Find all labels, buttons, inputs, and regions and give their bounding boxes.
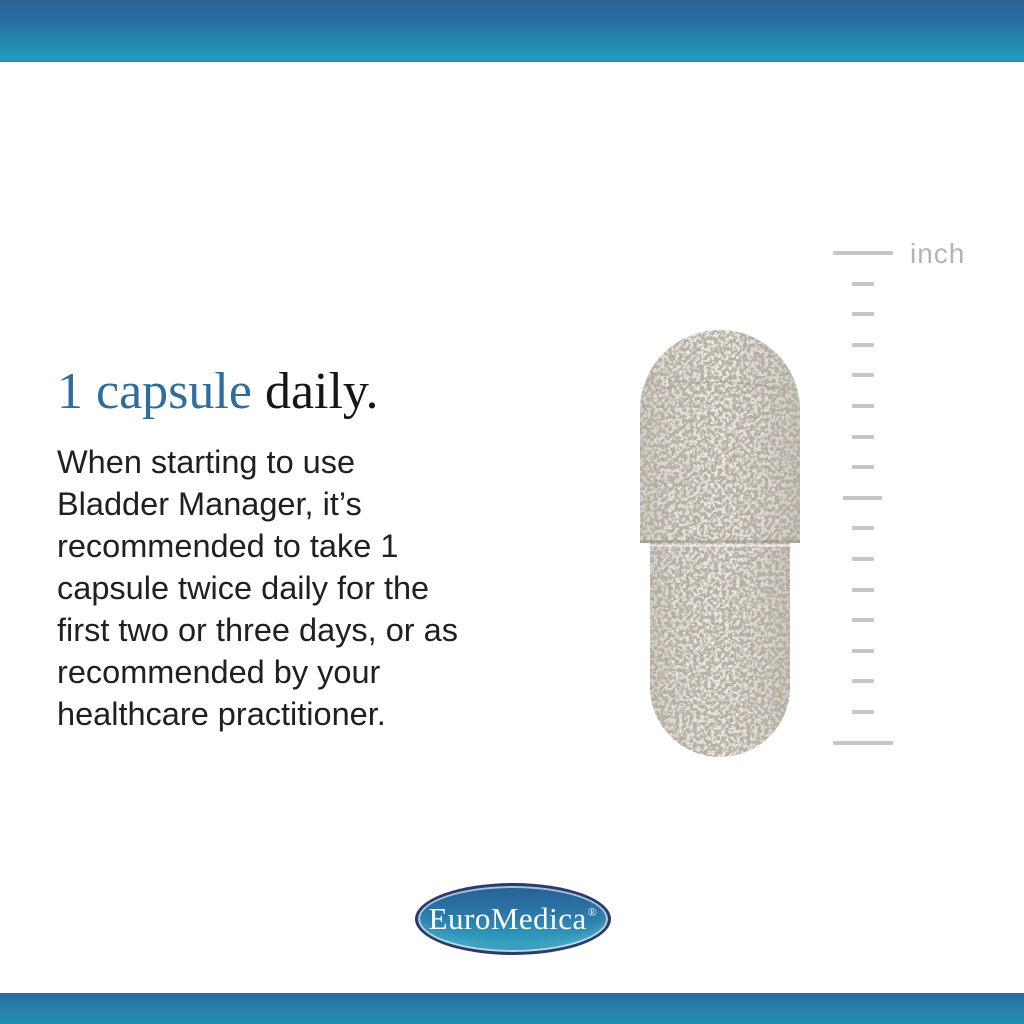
top-gradient-bar (0, 0, 1024, 62)
headline (57, 365, 379, 420)
capsule-svg (640, 330, 800, 757)
ruler-tick (852, 526, 874, 530)
ruler-tick (852, 649, 874, 653)
headline-rest: daily. (251, 363, 379, 420)
body-line: When starting to use (57, 444, 356, 480)
ruler-tick (833, 741, 893, 745)
ruler-tick (833, 251, 893, 255)
ruler-tick (852, 710, 874, 714)
ruler-tick (843, 496, 882, 500)
headline-highlight: 1 capsule (57, 363, 252, 420)
brand-name: EuroMedica (428, 901, 587, 936)
body-line: recommended by your (57, 654, 381, 690)
ruler-tick (852, 435, 874, 439)
brand-logo (415, 883, 611, 955)
ruler-tick (852, 679, 874, 683)
bottom-gradient-bar (0, 993, 1024, 1024)
ruler-unit-label: inch (910, 238, 966, 269)
body-line: capsule twice daily for the (57, 570, 430, 606)
body-line: recommended to take 1 (57, 528, 399, 564)
ruler-ticks (833, 251, 893, 747)
ruler-tick (852, 343, 874, 347)
body-line: healthcare practitioner. (57, 696, 386, 732)
body-line: first two or three days, or as (57, 612, 458, 648)
brand-logo-text (429, 901, 598, 937)
ruler-tick (852, 588, 874, 592)
ruler-tick (852, 465, 874, 469)
ruler-tick (852, 373, 874, 377)
registered-trademark-icon: ® (587, 905, 598, 919)
ruler-tick (852, 557, 874, 561)
ruler-tick (852, 618, 874, 622)
body-copy (57, 441, 458, 735)
body-line: Bladder Manager, it’s (57, 486, 362, 522)
ruler-tick (852, 312, 874, 316)
capsule-image (640, 330, 800, 757)
ruler-tick (852, 404, 874, 408)
ruler-tick (852, 282, 874, 286)
